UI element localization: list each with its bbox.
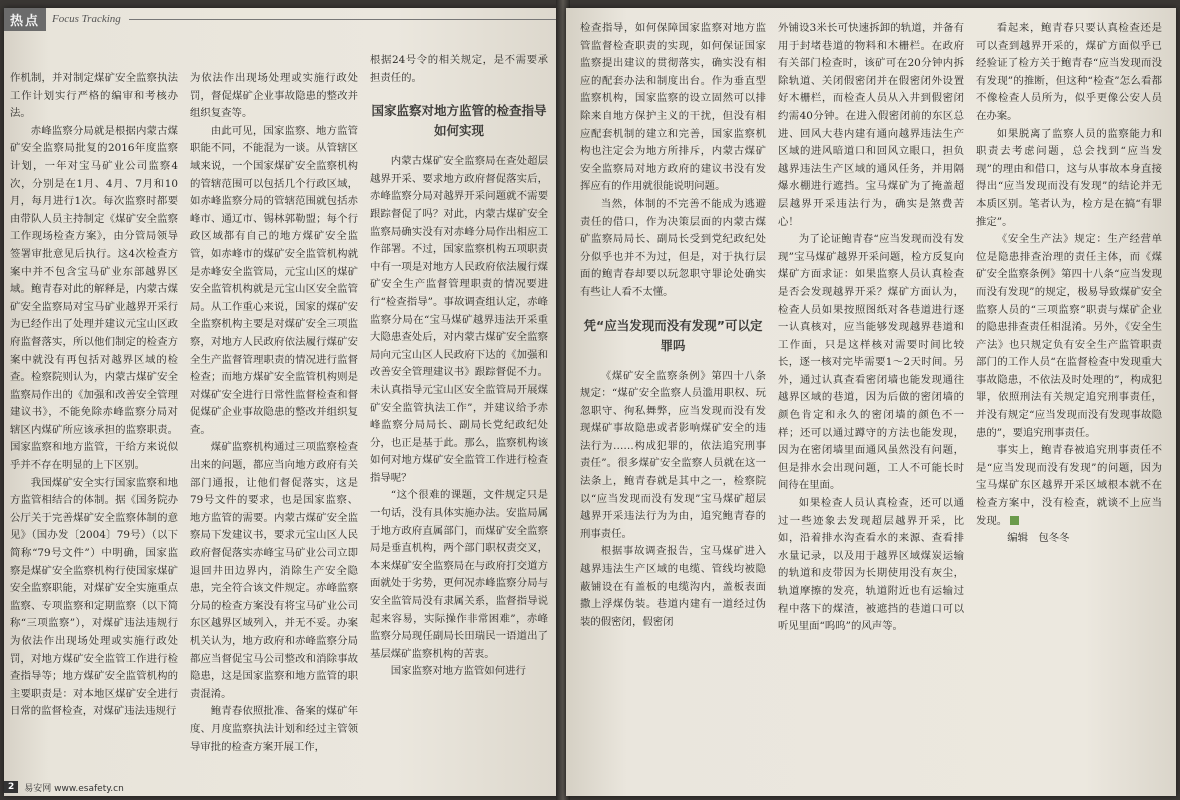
right-col-3 (976, 20, 1162, 790)
section-heading: 国家监察对地方监管的检查指导如何实现 (371, 103, 547, 139)
paragraph: 《安全生产法》规定：生产经营单位是隐患排查治理的责任主体，而《煤矿安全监察条例》第四十八条“应当发现而没有发现”的规定，极易导致煤矿安全监察人员的“三项监察”职责与煤矿企业的隐患排查责任相混淆。另外，《安全生产法》也只规定负有安全生产监管职责部门的工作人员“在监督检查中发现重大事故隐患，不依法及时处理的”，构成犯罪，依照刑法有关规定追究刑事责任，并没有规定“应当发现而没有发现事故隐患的”，要追究刑事责任。 (976, 233, 1162, 439)
paragraph: 外铺设3米长可快速拆卸的轨道，并备有用于封堵巷道的物料和木栅栏。在政府有关部门检查时，该矿可在20分钟内拆除轨道、关闭假密闭并在假密闭外设置好木栅栏，而检查人员从入井到假密闭约需40分钟。在进入假密闭前的东区总进、回风大巷内建有通向越界违法生产区域的进风暗道口和回风立眼口，担负越界违法生产区域的通风任务，并用隔爆水棚进行遮挡。宝马煤矿为了掩盖超层越界开采违法行为，确实是煞费苦心！ (778, 22, 964, 228)
paragraph: 根据24号令的相关规定，是不需要承担责任的。 (370, 54, 548, 84)
paragraph: 检查指导，如何保障国家监察对地方监管监督检查职责的实现，如何保证国家监察提出建议的贯彻落实，确实没有相应的配套办法和制度出台。作为垂直型监察机构，国家监察的设立固然可以排除来自地方保护主义的干扰，但没有相应配套机制的建立和完善，国家监察机构也注定会为地方所排斥，内蒙古煤矿安全监察局对地方政府的建议书没有发挥应有的作用就很能说明问题。 (580, 22, 766, 193)
paragraph (976, 442, 1162, 530)
section-tag: 热点 (4, 8, 46, 31)
right-col-1 (580, 20, 766, 790)
paragraph: 由此可见，国家监察、地方监管职能不同，不能混为一谈。从管辖区域来说，一个国家煤矿安全监察机构的管辖范围可以包括几个行政区域，如赤峰监察分局的管辖范围就包括赤峰市、通辽市、锡林郭勒盟；每个行政区域都有自己的地方煤矿安全监管，如赤峰市的煤矿安全监管机构就是赤峰安全监管局，元宝山区的煤矿安全监管机构就是元宝山区安全监管局。从工作重心来说，国家的煤矿安全监察机构主要是对煤矿安全三项监察，对地方人民政府依法履行煤矿安全生产监督管理职责的情况进行监督检查；而地方煤矿安全监管机构则是对煤矿安全进行日常性监督检查和督促煤矿企业事故隐患的整改并组织复查。 (190, 124, 358, 436)
paragraph: 如果脱离了监察人员的监察能力和职责去考虑问题，总会找到“应当发现”的理由和借口，这与从事故本身直接得出“应当发现而没有发现”的结论并无本质区别。笔者认为，检方是在搞“有罪推定”。 (976, 127, 1162, 228)
paragraph: “这个很难的课题，文件规定只是一句话，没有具体实施办法。安监局属于地方政府直属部门，而煤矿安全监察局是垂直机构，两个部门职权责交叉，本来煤矿安全监察局在与政府打交道方面就处于劣势，更何况赤峰监察分局与安全监管局没有隶属关系，监督指导说起来容易，实际操作非常困难”，赤峰监察分局现任副局长田瑞民一语道出了基层煤矿监察机构的苦衷。 (370, 489, 548, 660)
page-number: 2 (4, 781, 18, 793)
right-col-2 (778, 20, 964, 790)
right-page (566, 8, 1176, 796)
paragraph: 为依法作出现场处理或实施行政处罚，督促煤矿企业事故隐患的整改并组织复查等。 (190, 72, 358, 120)
paragraph: 我国煤矿安全实行国家监察和地方监管相结合的体制。据《国务院办公厅关于完善煤矿安全监察体制的意见》（国办发〔2004〕79号）（以下简称“79号文件”）中明确，国家监察是煤矿安全监察机构行使国家煤矿安全监察职能，对煤矿安全实施重点监察、专项监察和定期监察（以下简称“三项监察”），对煤矿违法违规行为依法作出现场处理或实施行政处罚，对地方煤矿安全监管工作进行检查指导等；地方煤矿安全监管机构的主要职责是：对本地区煤矿安全进行日常的监督检查，对煤矿违法违规行 (10, 476, 178, 718)
paragraph: 看起来，鲍青春只要认真检查还是可以查到越界开采的，煤矿方面似乎已经验证了检方关于鲍青春“应当发现而没有发现”的推断，但这种“检查”怎么看都不像检查人员所为，似乎更像公安人员在办案。 (976, 22, 1162, 122)
paragraph: 《煤矿安全监察条例》第四十八条规定：“煤矿安全监察人员滥用职权、玩忽职守、徇私舞弊，应当发现而没有发现煤矿事故隐患或者影响煤矿安全的违法行为……构成犯罪的，依法追究刑事责任”。很多煤矿安全监察人员就在这一法条上，鲍青春就是其中之一，检察院以“应当发现而没有发现”宝马煤矿超层越界开采违法行为为由，追究鲍青春的刑事责任。 (580, 369, 766, 540)
end-mark-icon (1010, 516, 1019, 525)
paragraph: 当然，体制的不完善不能成为逃避责任的借口，作为决策层面的内蒙古煤矿监察局局长、副局长受到党纪政纪处分似乎也并不为过，但是，对于执行层面的鲍青春却要以玩忽职守罪论处确实有些让人看不太懂。 (580, 197, 766, 298)
paragraph: 为了论证鲍青春“应当发现而没有发现”宝马煤矿越界开采问题，检方反复向煤矿方面求证：如果监察人员认真检查是否会发现越界开采？煤矿方面认为，检查人员如果按照图纸对各巷道进行逐一认真核对，应当能够发现越界巷道和工作面，只是这样核对需要时间比较长，逐一核对完毕需要1～2天时间。另外，通过认真查看密闭墙也能发现通往越界区域的巷道，因为后做的密闭墙的颜色肯定和永久的密闭墙的颜色不一样；还可以通过蹲守的方法也能发现，因为在密闭墙里面通风虽然没有问题，但是排水会出现问题，工人不可能长时间待在里面。 (778, 233, 964, 492)
left-page (4, 8, 564, 796)
page-footer (4, 778, 564, 796)
section-header (4, 8, 564, 30)
section-heading: 凭“应当发现而没有发现”可以定罪吗 (583, 317, 763, 353)
paragraph: 内蒙古煤矿安全监察局在查处超层越界开采、要求地方政府督促落实后，赤峰监察分局对越界开采问题就不需要跟踪督促了吗？对此，内蒙古煤矿安全监察局确实没有对赤峰分局作出相应工作部署。不过，国家监察机构五项职责中有一项是对地方人民政府依法履行煤矿安全生产监督管理职责的情况要进行“检查指导”。事故调查组认定，赤峰监察分局在“宝马煤矿越界违法开采重大隐患查处后，对内蒙古煤矿安全监察局向元宝山区人民政府下达的《加强和改善安全管理建议书》跟踪督促不力。未认真指导元宝山区安全监管局开展煤矿安全监管执法工作”，并建议给予赤峰监察分局局长、副局长党纪政纪处分，也正是基于此。那么，监察机构该如何对地方煤矿安全监管工作进行检查指导呢？ (370, 155, 548, 484)
left-col-3 (370, 52, 548, 782)
paragraph: 作机制，并对制定煤矿安全监察执法工作计划实行严格的编审和考核办法。 (10, 72, 178, 120)
paragraph: 赤峰监察分局就是根据内蒙古煤矿安全监察局批复的2016年度监察计划，一年对宝马矿业公司监察4次，分别是在1月、4月、7月和10月，每月进行1次。每次监察时都要由带队人员主持制定《煤矿安全监察工作现场检查方案》，由分管局领导签署审批意见后执行。这4次检查方案中并不包含宝马矿业东部越界区域。鲍青春对此的解释是，内蒙古煤矿安全监察局对宝马矿业越界开采行为已经作出了处理并建议元宝山区政府监督落实，所以他们制定的检查方案中就没有再包括对越界区域的检查。检察院则认为，内蒙古煤矿安全监察局作出的《加强和改善安全管理建议书》，不能免除赤峰监察分局对辖区内煤矿所应该承担的监察职责。国家监察和地方监管，干给方来说似乎并不存在明显的上下区别。 (10, 124, 178, 472)
paragraph-text: 事实上，鲍青春被追究刑事责任不是“应当发现而没有发现”的问题，因为宝马煤矿东区越界开采区域根本就不在检查方案中，没有检查，就谈不上应当发现。 (976, 444, 1162, 527)
left-col-2 (190, 70, 358, 780)
section-english-title: Focus Tracking (52, 13, 121, 25)
paragraph: 煤矿监察机构通过三项监察检查出来的问题，都应当向地方政府有关部门通报，让他们督促落实，这是79号文件的要求，也是国家监察、地方监管的需要。内蒙古煤矿安全监察局下发建议书，要求元宝山区人民政府督促落实赤峰宝马矿业公司立即退回井田边界内，消除生产安全隐患，完全符合该文件规定。赤峰监察分局的检查方案没有将宝马矿业公司东区越界区域列入，并无不妥。办案机关认为，地方政府和赤峰监察分局都应当督促宝马公司整改和消除事故隐患，这是国家监察和地方监管的职责混淆。 (190, 441, 358, 700)
paragraph: 国家监察对地方监管如何进行 (390, 665, 526, 678)
header-rule (129, 19, 564, 20)
site-name: 易安网 www.esafety.cn (24, 783, 124, 794)
paragraph: 如果检查人员认真检查，还可以通过一些迹象去发现超层越界开采，比如，沿着排水沟查看水的来源、查看排水量记录，以及用于越界区域煤炭运输的轨道和皮带因为长期使用没有灰尘，轨道摩擦的发亮，轨道附近也有运输过程中落下的煤渣，被遮挡的巷道口可以听见里面“呜呜”的风声等。 (778, 497, 964, 633)
left-col-1 (10, 70, 178, 780)
paragraph: 鲍青春依照批准、备案的煤矿年度、月度监察执法计划和经过主管领导审批的检查方案开展工作， (190, 705, 358, 753)
paragraph: 根据事故调查报告，宝马煤矿进入越界违法生产区域的电缆、管线均被隐蔽铺设在有盖板的电缆沟内，盖板表面撒上浮煤伪装。巷道内建有一道经过伪装的假密闭，假密闭 (580, 545, 766, 628)
editor-credit: 编辑 包冬冬 (1007, 532, 1070, 545)
